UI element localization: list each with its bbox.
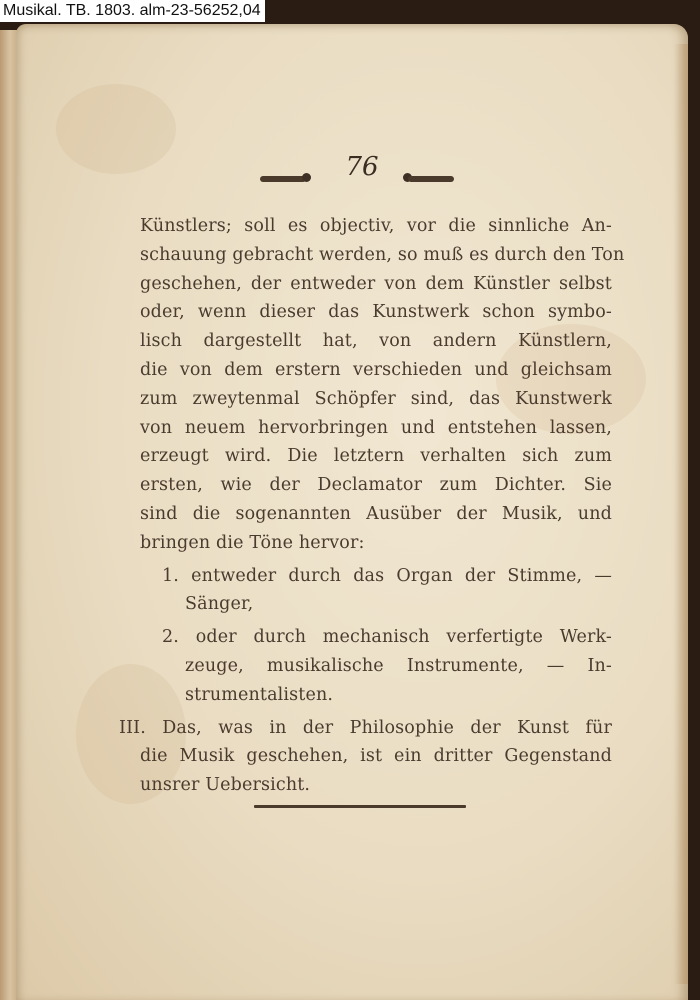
page-header	[16, 146, 688, 196]
text-line: geschehen, der entweder von dem Künstler selbst	[140, 273, 612, 294]
closing-rule	[254, 805, 466, 808]
ornament-right	[408, 176, 454, 182]
list-item-2: 2. oder durch mechanisch verfertigte Werk-	[162, 627, 612, 648]
book-page	[16, 24, 688, 1000]
ornament-left	[260, 176, 306, 182]
body-text	[119, 212, 625, 800]
text-line: erzeugt wird. Die letztern verhalten sich zum	[140, 446, 612, 467]
source-label: Musikal. TB. 1803. alm-23-56252,04	[0, 0, 265, 22]
text-line: lisch dargestellt hat, von andern Künstlern,	[140, 331, 612, 352]
section-three-line: III. Das, was in der Philosophie der Kunst für	[119, 717, 612, 738]
text-line: zum zweytenmal Schöpfer sind, das Kunstwerk	[140, 388, 612, 409]
text-line: bringen die Töne hervor:	[140, 532, 365, 553]
page-number: 76	[345, 152, 379, 182]
text-line: die von dem erstern verschieden und gleichsam	[140, 359, 612, 380]
text-line: sind die sogenannten Ausüber der Musik, und	[140, 503, 612, 524]
list-item-1: 1. entweder durch das Organ der Stimme, —	[162, 565, 612, 586]
section-three-line: die Musik geschehen, ist ein dritter Gegenstand	[140, 746, 612, 767]
text-line: von neuem hervorbringen und entstehen lassen,	[140, 417, 612, 438]
section-three-line: unsrer Uebersicht.	[140, 775, 311, 796]
ornament-dot	[302, 173, 311, 182]
text-line: Künstlers; soll es objectiv, vor die sinnliche An-	[140, 216, 612, 236]
text-line: oder, wenn dieser das Kunstwerk schon symbo-	[140, 302, 612, 323]
text-line: ersten, wie der Declamator zum Dichter. Sie	[140, 475, 612, 496]
list-item-2-continuation: zeuge, musikalische Instrumente, — In-	[185, 655, 612, 676]
list-item-1-continuation: Sänger,	[185, 594, 254, 615]
list-item-2-continuation: strumentalisten.	[185, 684, 334, 705]
text-line: schauung gebracht werden, so muß es durch den Ton	[140, 244, 625, 265]
